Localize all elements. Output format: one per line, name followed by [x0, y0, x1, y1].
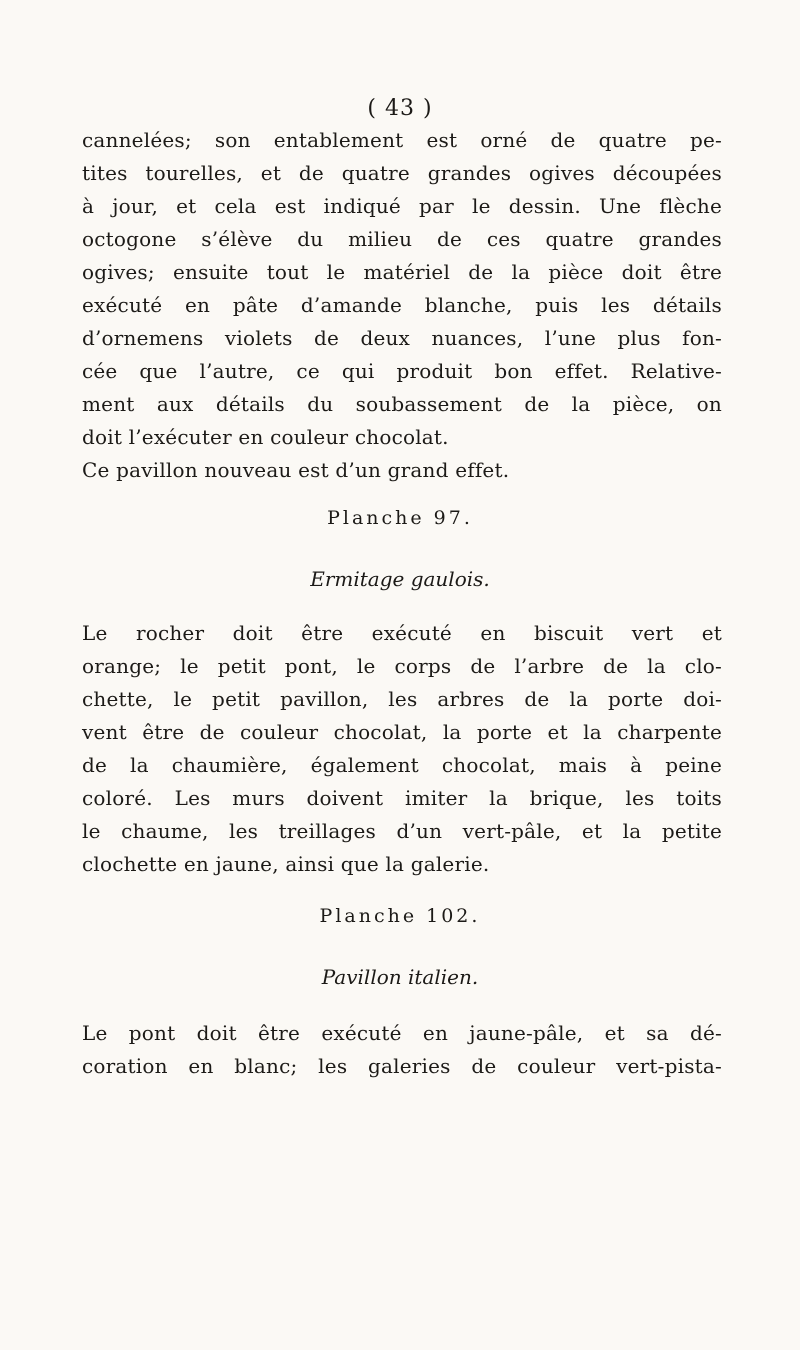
text-line: clochette en jaune, ainsi que la galerie. [82, 852, 490, 876]
text-line: Le pont doit être exécuté en jaune-pâle, et sa dé- [82, 1021, 722, 1045]
planche-102-heading: Planche 102. [319, 905, 481, 927]
text-line: ogives; ensuite tout le matériel de la pièce doit être [82, 260, 722, 284]
text-line: le chaume, les treillages d’un vert-pâle, et la petite [82, 819, 722, 843]
text-line: coration en blanc; les galeries de couleur vert-pista- [82, 1054, 722, 1078]
page-number: ( 43 ) [367, 96, 433, 121]
text-line: cannelées; son entablement est orné de quatre pe- [82, 128, 722, 152]
text-line: ment aux détails du soubassement de la pièce, on [82, 392, 722, 416]
paragraph-ermitage-gaulois [82, 617, 722, 881]
text-line: d’ornemens violets de deux nuances, l’une plus fon- [82, 326, 722, 350]
text-line: Le rocher doit être exécuté en biscuit vert et [82, 621, 722, 645]
text-line: cée que l’autre, ce qui produit bon effet. Relative- [82, 359, 722, 383]
text-line: tites tourelles, et de quatre grandes ogives découpées [82, 161, 722, 185]
planche-97-subtitle: Ermitage gaulois. [310, 567, 490, 591]
text-line: Ce pavillon nouveau est d’un grand effet. [82, 458, 510, 482]
text-line: chette, le petit pavillon, les arbres de la porte doi- [82, 687, 722, 711]
text-line: doit l’exécuter en couleur chocolat. [82, 425, 449, 449]
paragraph-pavillon-italien [82, 1017, 722, 1083]
text-line: octogone s’élève du milieu de ces quatre grandes [82, 227, 722, 251]
paragraph-pavillon-nouveau [82, 124, 722, 487]
text-line: coloré. Les murs doivent imiter la brique, les toits [82, 786, 722, 810]
text-line: orange; le petit pont, le corps de l’arbre de la clo- [82, 654, 722, 678]
text-line: vent être de couleur chocolat, la porte et la charpente [82, 720, 722, 744]
text-line: à jour, et cela est indiqué par le dessin. Une flèche [82, 194, 722, 218]
planche-102-subtitle: Pavillon italien. [321, 965, 479, 989]
text-line: de la chaumière, également chocolat, mais à peine [82, 753, 722, 777]
text-line: exécuté en pâte d’amande blanche, puis les détails [82, 293, 722, 317]
planche-97-heading: Planche 97. [327, 507, 473, 529]
